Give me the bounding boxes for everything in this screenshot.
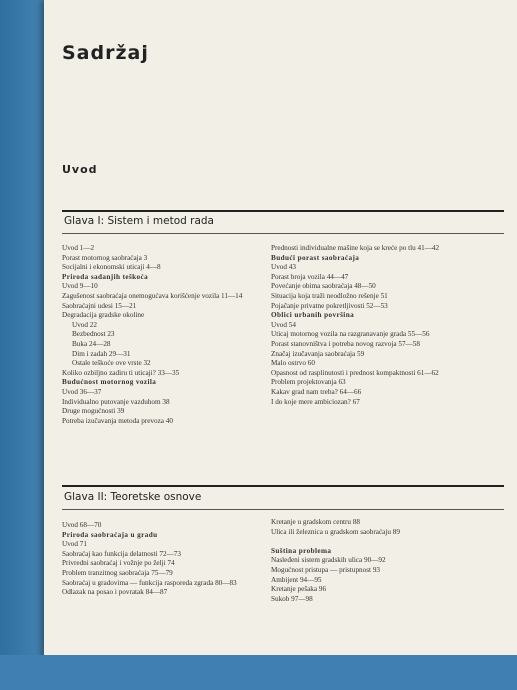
toc-entry: Saobraćajni udesi 15—21 xyxy=(62,301,137,310)
toc-entry: Problem projektovanja 63 xyxy=(271,378,346,387)
toc-entry: Prednosti individualne mašine koja se kreće po tlu 41—42 xyxy=(271,244,440,252)
chapter2-right-column xyxy=(271,518,471,604)
chapter2-top-rule xyxy=(62,485,504,487)
chapter1-left-column xyxy=(62,244,262,426)
toc-subentry: Uvod 22 xyxy=(72,320,97,329)
toc-entry: Uvod 71 xyxy=(62,540,87,549)
toc-entry: Saobraćaj u gradovima — funkcija rasporeda zgrada 80—83 xyxy=(62,578,237,587)
toc-entry: Sukob 97—98 xyxy=(271,594,313,603)
toc-entry: I do koje mere ambiciozan? 67 xyxy=(271,397,360,406)
toc-entry: Pojačanje privatne pokretljivosti 52—53 xyxy=(271,301,388,310)
toc-entry: Nasleđeni sistem gradskih ulica 90—92 xyxy=(271,556,386,565)
toc-entry: Porast motornog saobraćaja 3 xyxy=(62,253,148,262)
toc-section-heading: Budući porast saobraćaja xyxy=(271,253,360,262)
toc-entry: Individualno putovanje vazduhom 38 xyxy=(62,397,170,406)
intro-label: Uvod xyxy=(62,163,98,176)
page-title: Sadržaj xyxy=(62,42,149,64)
chapter1-heading: Glava I: Sistem i metod rada xyxy=(64,215,214,227)
toc-entry: Porast stanovništva i potreba novog razvoja 57—58 xyxy=(271,339,420,348)
toc-entry: Uticaj motornog vozila na razgranavanje grada 55—56 xyxy=(271,330,430,339)
toc-entry: Saobraćaj kao funkcija delatnosti 72—73 xyxy=(62,549,181,558)
toc-entry: Potreba izučavanja metoda prevoza 40 xyxy=(62,416,173,425)
toc-section-heading: Priroda sadanjih teškoća xyxy=(62,272,149,281)
toc-entry: Kretanje pešaka 96 xyxy=(271,585,327,594)
toc-entry: Povećanje obima saobraćaja 48—50 xyxy=(271,282,376,291)
chapter1-bottom-rule xyxy=(62,233,504,234)
toc-entry: Malo ostrvo 60 xyxy=(271,359,315,368)
background-bottom xyxy=(0,655,517,690)
toc-entry: Privredni saobraćaj i vožnje po želji 74 xyxy=(62,559,175,568)
toc-subentry: Ostale teškoće ove vrste 32 xyxy=(72,359,151,368)
toc-section-heading: Budućnost motornog vozila xyxy=(62,378,157,387)
toc-entry: Uvod 54 xyxy=(271,320,296,329)
toc-entry: Uvod 36—37 xyxy=(62,387,102,396)
toc-entry: Odlazak na posao i povratak 84—87 xyxy=(62,588,168,597)
toc-entry: Druge mogućnosti 39 xyxy=(62,407,125,416)
chapter2-left-column xyxy=(62,521,262,598)
toc-entry: Uvod 43 xyxy=(271,263,296,272)
toc-subentry: Dim i zadah 29—31 xyxy=(72,349,131,358)
chapter2-heading: Glava II: Teoretske osnove xyxy=(64,491,202,503)
toc-entry: Značaj izučavanja saobraćaja 59 xyxy=(271,349,365,358)
toc-entry: Opasnost od rasplinutosti i prednost kompaktnosti 61—62 xyxy=(271,368,439,377)
toc-entry: Kretanje u gradskom centru 88 xyxy=(271,518,361,526)
chapter2-bottom-rule xyxy=(62,509,504,510)
toc-entry: Situacija koja traži neodložno rešenje 51 xyxy=(271,291,388,300)
toc-entry: Kakav grad nam treba? 64—66 xyxy=(271,387,362,396)
toc-entry: Ulica ili železnica u gradskom saobraćaju 89 xyxy=(271,527,400,536)
chapter1-right-column xyxy=(271,244,471,407)
toc-subentry: Buka 24—28 xyxy=(72,339,111,348)
toc-entry: Degradacija gradske okoline xyxy=(62,311,145,320)
toc-entry xyxy=(271,537,471,547)
chapter1-top-rule xyxy=(62,210,504,212)
toc-section-heading: Suština problema xyxy=(271,546,332,555)
toc-entry: Mogućnost pristupa — pristupnost 93 xyxy=(271,565,381,574)
toc-entry: Uvod 1—2 xyxy=(62,244,95,252)
toc-entry: Problem tranzitnog saobraćaja 75—79 xyxy=(62,568,173,577)
toc-entry: Uvod 9—10 xyxy=(62,282,98,291)
toc-subentry: Bezbednost 23 xyxy=(72,330,115,339)
toc-entry: Ambijent 94—95 xyxy=(271,575,322,584)
toc-entry: Zagušenost saobraćaja onemogućava korišćenje vozila 11—14 xyxy=(62,291,243,300)
book-page xyxy=(44,0,517,690)
toc-section-heading: Priroda saobraćaja u gradu xyxy=(62,530,158,539)
toc-entry: Uvod 68—70 xyxy=(62,521,102,529)
toc-entry: Koliko ozbiljno zadiru ti uticaji? 33—35 xyxy=(62,368,180,377)
toc-section-heading: Oblici urbanih površina xyxy=(271,311,355,320)
toc-entry: Porast broja vozila 44—47 xyxy=(271,272,349,281)
toc-entry: Socijalni i ekonomski uticaji 4—8 xyxy=(62,263,161,272)
